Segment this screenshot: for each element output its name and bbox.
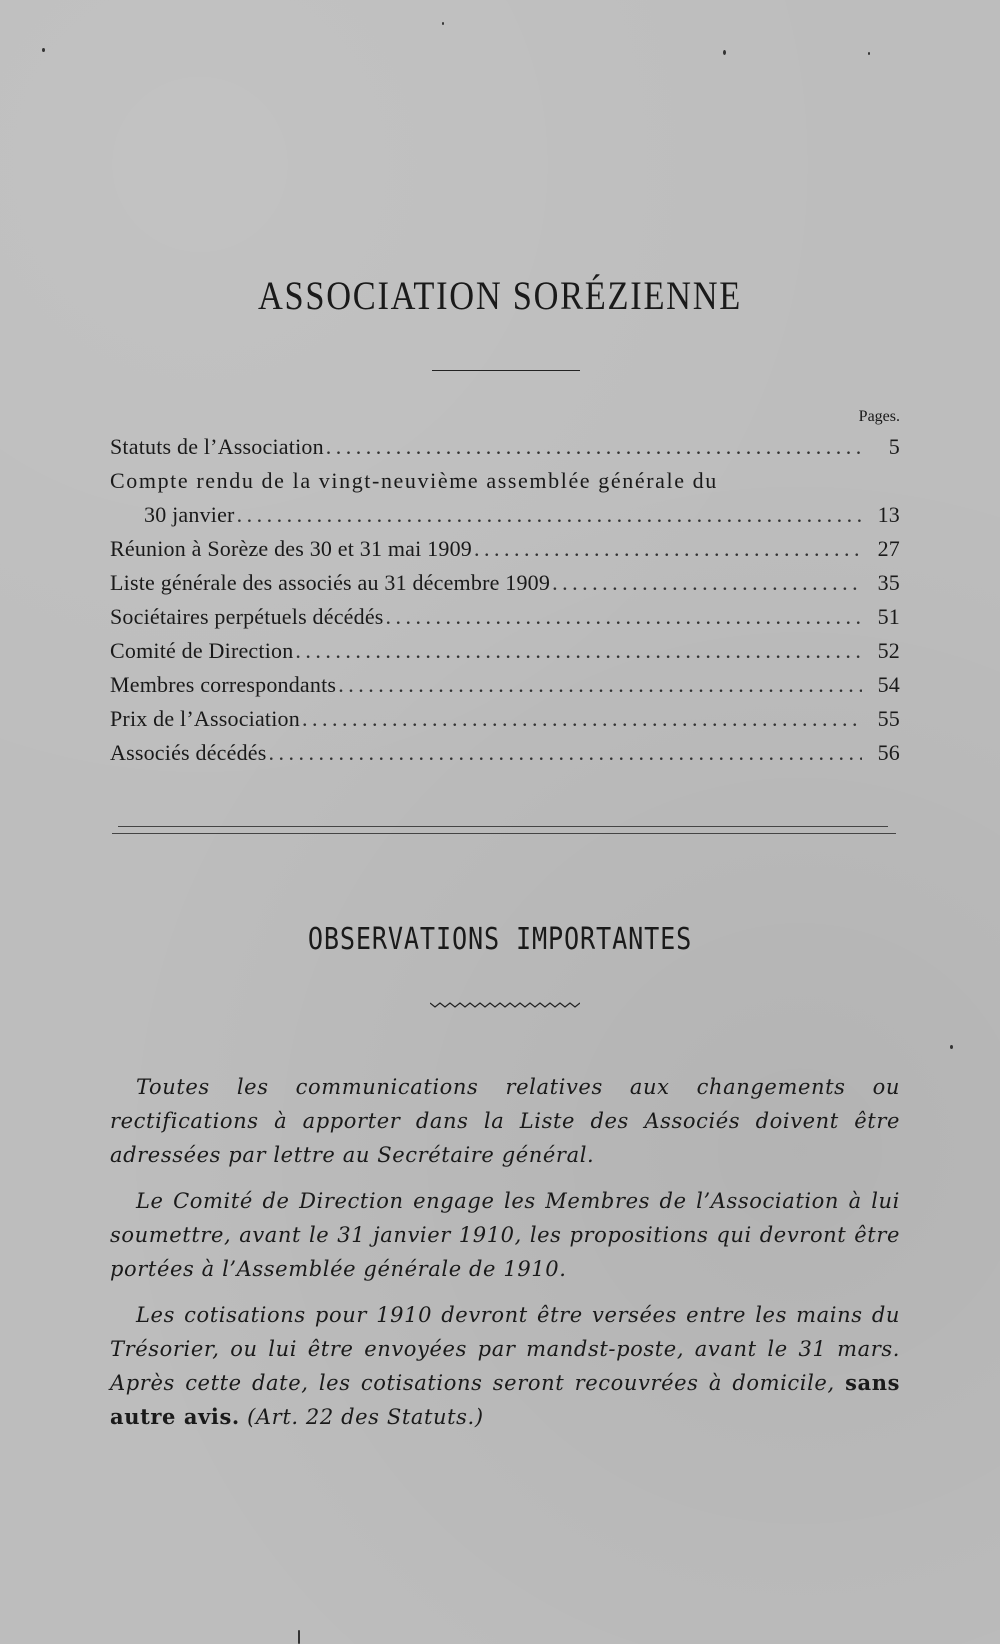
toc-entry-page: 51 [877,604,900,629]
observation-paragraph [110,1298,900,1434]
paper-speck [298,1630,300,1644]
dot-leader [474,532,862,566]
toc-entry-label: Statuts de l’Association [110,434,324,459]
observation-paragraph: Toutes les communications relatives aux changements ou rectifications à apporter dans la Liste des Associés doivent être adressées par lettre au Secrétaire général. [110,1075,900,1167]
observation-article-reference: (Art. 22 des Statuts.) [247,1405,484,1429]
observation-paragraph: Le Comité de Direction engage les Membres de l’Association à lui soumettre, avant le 31 janvier 1910, les propositions qui devront être portées à l’Assemblée générale de 1910. [110,1189,900,1281]
section-double-divider [112,826,896,834]
toc-entry-label: Comité de Direction [110,638,294,663]
toc-entry-label-continuation: 30 janvier [144,502,235,527]
toc-entry [110,464,900,498]
toc-entry-page: 13 [877,502,900,527]
toc-entry [110,430,900,464]
toc-entry [110,668,900,702]
title-divider [432,370,580,371]
dot-leader [237,498,862,532]
dot-leader [386,600,862,634]
toc-entry-page: 55 [877,706,900,731]
wavy-ornament [430,1000,580,1010]
observations-title: OBSERVATIONS IMPORTANTES [307,922,693,957]
paper-speck [950,1045,953,1049]
toc-entry-label: Associés décédés [110,740,267,765]
observation-paragraph-text: Les cotisations pour 1910 devront être versées entre les mains du Trésorier, ou lui être envoyées par mandst-poste, avant le 31 mars. Après cette date, les cotisations seront recouvrées à domicile, [110,1303,900,1395]
wavy-ornament-line [430,1003,580,1007]
document-title: ASSOCIATION SORÉZIENNE [257,273,743,318]
toc-entry [110,532,900,566]
dot-leader [295,634,862,668]
divider-line-top [118,826,888,827]
observations-body [110,1070,900,1446]
toc-entry-label: Sociétaires perpétuels décédés [110,604,384,629]
toc-entry-label: Prix de l’Association [110,706,300,731]
divider-line-bottom [112,833,896,834]
dot-leader [302,702,862,736]
toc-entry-page: 56 [877,740,900,765]
toc-entry-label: Membres correspondants [110,672,337,697]
toc-entry-page: 54 [877,672,900,697]
toc-entry [110,600,900,634]
dot-leader [552,566,862,600]
toc-entry-label: Réunion à Sorèze des 30 et 31 mai 1909 [110,536,472,561]
table-of-contents [110,408,900,770]
dot-leader [326,430,862,464]
toc-entry [110,702,900,736]
dot-leader [338,668,862,702]
paper-speck [868,52,870,55]
toc-entry-page: 35 [877,570,900,595]
toc-entry-page: 27 [877,536,900,561]
paper-speck [442,22,444,25]
dot-leader [269,736,862,770]
toc-entry [110,566,900,600]
toc-entry-label: Compte rendu de la vingt-neuvième assemblée générale du [110,468,718,493]
toc-entry-continuation [110,498,900,532]
toc-entry-page: 52 [877,638,900,663]
toc-entry [110,736,900,770]
toc-entry-page: 5 [888,434,900,459]
paper-speck [42,48,45,52]
observation-bold-phrase: sans autre avis. [110,1370,900,1429]
paper-speck [723,50,726,55]
toc-pages-header: Pages. [858,408,900,425]
toc-entry-label: Liste générale des associés au 31 décembre 1909 [110,570,551,595]
toc-entry [110,634,900,668]
